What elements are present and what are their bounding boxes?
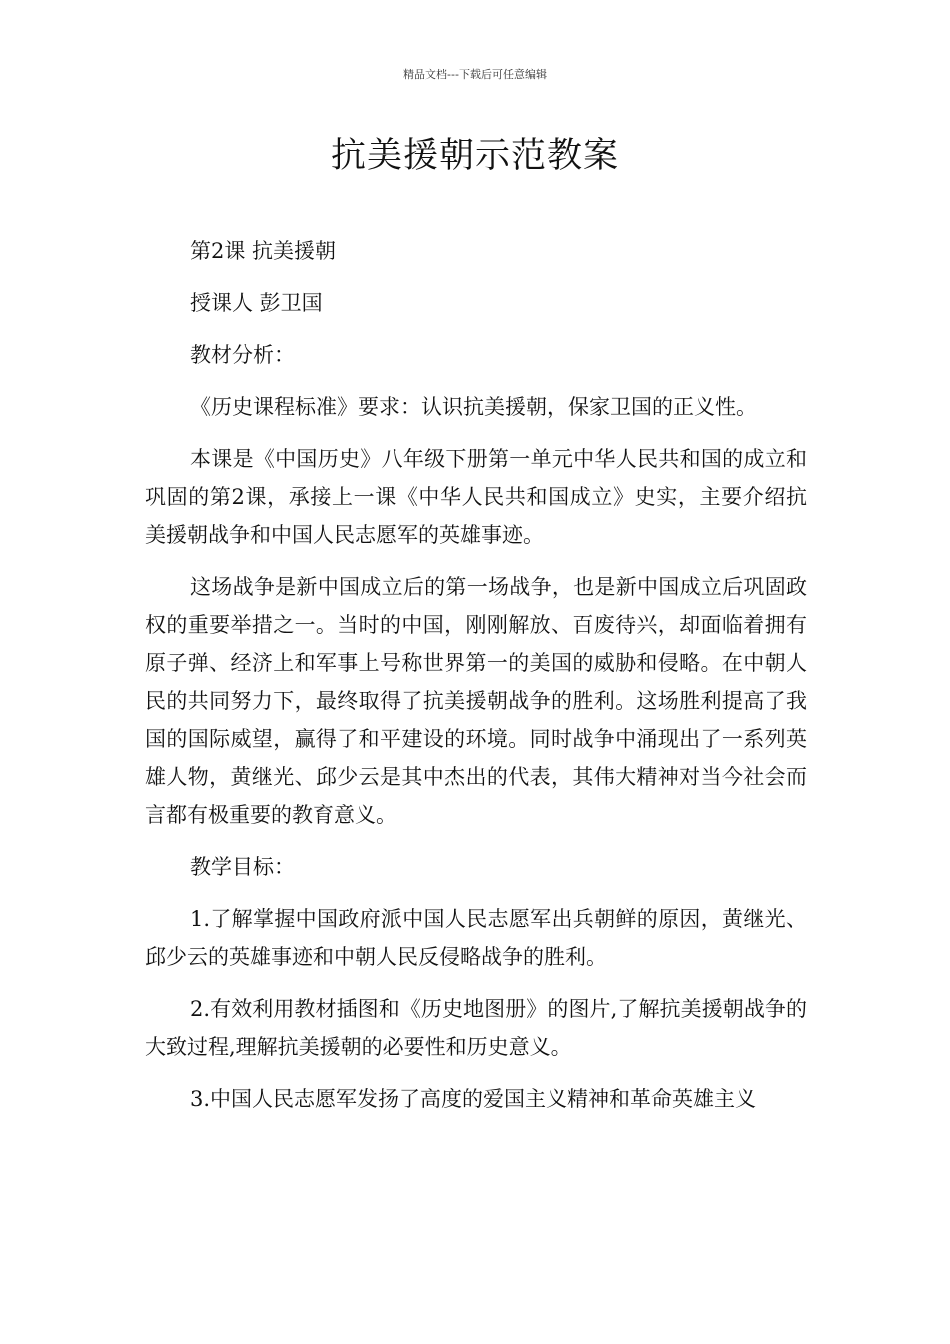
paragraph-teacher: 授课人 彭卫国 (190, 291, 323, 315)
paragraph: 《历史课程标准》要求：认识抗美援朝，保家卫国的正义性。 (190, 395, 757, 419)
paragraph: 1.了解掌握中国政府派中国人民志愿军出兵朝鲜的原因，黄继光、邱少云的英雄事迹和中朝人民反侵略战争的胜利。 (145, 907, 807, 969)
paragraph: 3.中国人民志愿军发扬了高度的爱国主义精神和革命英雄主义 (190, 1087, 757, 1111)
header-note: 精品文档---下载后可任意编辑 (403, 68, 547, 81)
paragraph: 这场战争是新中国成立后的第一场战争，也是新中国成立后巩固政权的重要举措之一。当时的中国，刚刚解放、百废待兴，却面临着拥有原子弹、经济上和军事上号称世界第一的美国的威胁和侵略。在中朝人民的共同努力下，最终取得了抗美援朝战争的胜利。这场胜利提高了我国的国际威望，赢得了和平建设的环境。同时战争中涌现出了一系列英雄人物，黄继光、邱少云是其中杰出的代表，其伟大精神对当今社会而言都有极重要的教育意义。 (145, 575, 807, 827)
paragraph-lesson-title: 第2课 抗美援朝 (190, 239, 337, 263)
paragraph-heading-objectives: 教学目标： (190, 855, 295, 879)
document-body (145, 232, 807, 1132)
document-title: 抗美援朝示范教案 (330, 136, 619, 176)
paragraph-heading-analysis: 教材分析： (190, 343, 295, 367)
paragraph: 本课是《中国历史》八年级下册第一单元中华人民共和国的成立和巩固的第2课，承接上一课《中华人民共和国成立》史实，主要介绍抗美援朝战争和中国人民志愿军的英雄事迹。 (145, 447, 807, 547)
paragraph: 2.有效利用教材插图和《历史地图册》的图片,了解抗美援朝战争的大致过程,理解抗美援朝的必要性和历史意义。 (145, 997, 807, 1059)
